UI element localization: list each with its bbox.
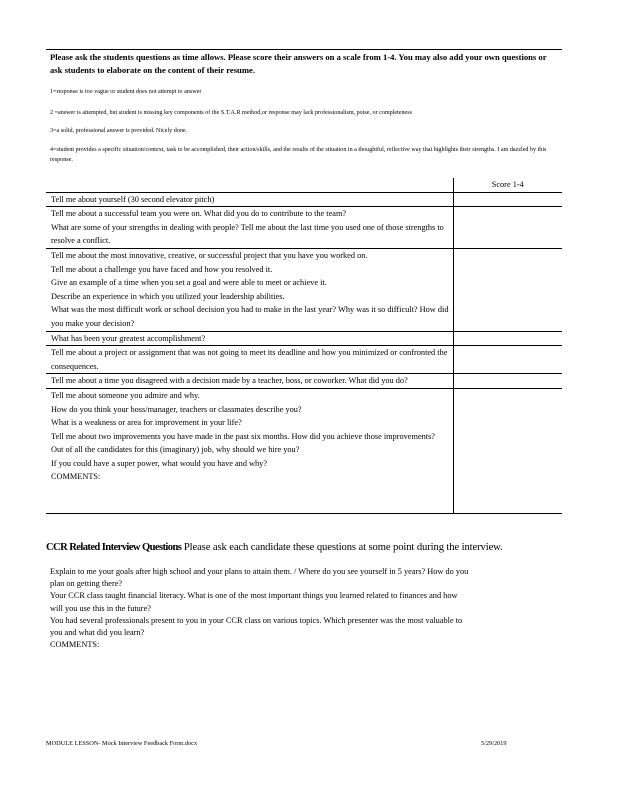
score-header: Score 1-4 <box>453 178 562 192</box>
score-cell[interactable] <box>453 248 562 331</box>
question-text: Give an example of a time when you set a goal and were able to meet or achieve it. <box>51 278 327 288</box>
question-text: What are some of your strengths in dealing with people? Tell me about the last time you used one of those strengths to resolve a conflict. <box>51 222 444 246</box>
scale-4: 4=student provides a specific situation/context, task to be accomplished, their action/skills, and the results of the situation in a thoughtful, reflective way that highlights their strengths. I am dazzled by this response. <box>50 147 547 163</box>
question-text: What was the most difficult work or school decision you had to make in the last year? Why was it so difficult? How did you make your decision? <box>51 305 449 328</box>
ccr-title-instructions: Please ask each candidate these questions at some point during the interview. <box>181 542 503 553</box>
question-row <box>46 346 562 374</box>
ccr-question: Explain to me your goals after high school and your plans to attain them. / Where do you see yourself in 5 years? How do you plan on getting there? <box>50 567 469 589</box>
question-row <box>46 248 562 331</box>
top-rule <box>46 49 562 50</box>
scale-1: 1=response is too vague or student does not attempt to answer <box>50 89 202 95</box>
score-cell[interactable] <box>453 346 562 374</box>
question-text: Tell me about a project or assignment that was not going to meet its deadline and how you minimized or confronted the consequences. <box>51 348 448 371</box>
question-row <box>46 192 562 207</box>
question-text: How do you think your boss/manager, teachers or classmates describe you? <box>51 404 302 414</box>
question-row <box>46 331 562 346</box>
scale-2: 2 =answer is attempted, but student is missing key components of the S.T.A.R method,or response may lack professionalism, poise, or completeness <box>50 110 412 116</box>
footer-date: 5/29/2019 <box>481 740 507 747</box>
score-cell[interactable] <box>453 388 562 513</box>
ccr-question: You had several professionals present to you in your CCR class on various topics. Which presenter was the most valuable to you and what did you learn? <box>50 615 463 638</box>
score-cell[interactable] <box>453 331 562 346</box>
question-text: What is a weakness or area for improvement in your life? <box>51 418 242 428</box>
question-text: Tell me about a time you disagreed with a decision made by a teacher, boss, or coworker. What did you do? <box>51 376 408 386</box>
comments-label: COMMENTS: <box>51 472 101 482</box>
question-text: Tell me about a challenge you have faced and how you resolved it. <box>51 264 273 274</box>
question-row <box>46 207 562 249</box>
footer-filename: MODULE LESSON- Mock Interview Feedback Form.docx <box>46 740 198 747</box>
question-table <box>46 178 562 514</box>
scale-3: 3=a solid, professional answer is provided. Nicely done. <box>50 128 188 134</box>
score-cell[interactable] <box>453 374 562 389</box>
ccr-question: Your CCR class taught financial literacy. What is one of the most important things you learned related to finances and how will you use this in the future? <box>50 591 458 613</box>
question-row <box>46 388 562 513</box>
score-cell[interactable] <box>453 207 562 249</box>
question-text: If you could have a super power, what would you have and why? <box>51 458 268 468</box>
question-text: Out of all the candidates for this (imaginary) job, why should we hire you? <box>51 445 300 455</box>
ccr-title-bold: CCR Related Interview Questions <box>46 542 182 553</box>
question-text: Tell me about two improvements you have made in the past six months. How did you achieve those improvements? <box>51 431 435 441</box>
instructions-paragraph: Please ask the students questions as time allows. Please score their answers on a scale from 1-4. You may also add your own questions or ask students to elaborate on the content of their resume. <box>50 52 547 75</box>
question-text: What has been your greatest accomplishment? <box>51 333 206 343</box>
question-text: Tell me about someone you admire and why. <box>51 390 200 400</box>
question-text: Tell me about the most innovative, creative, or successful project that you have you worked on. <box>51 250 368 260</box>
question-text: Tell me about yourself (30 second elevator pitch) <box>51 194 215 204</box>
question-row <box>46 374 562 389</box>
question-text: Tell me about a successful team you were on. What did you do to contribute to the team? <box>51 209 347 219</box>
question-text: Describe an experience in which you utilized your leadership abilities. <box>51 291 285 301</box>
score-cell[interactable] <box>453 192 562 207</box>
ccr-section-title <box>46 542 503 553</box>
table-header-row <box>46 178 562 192</box>
ccr-comments-label: COMMENTS: <box>50 640 100 650</box>
ccr-question-list <box>50 566 470 651</box>
